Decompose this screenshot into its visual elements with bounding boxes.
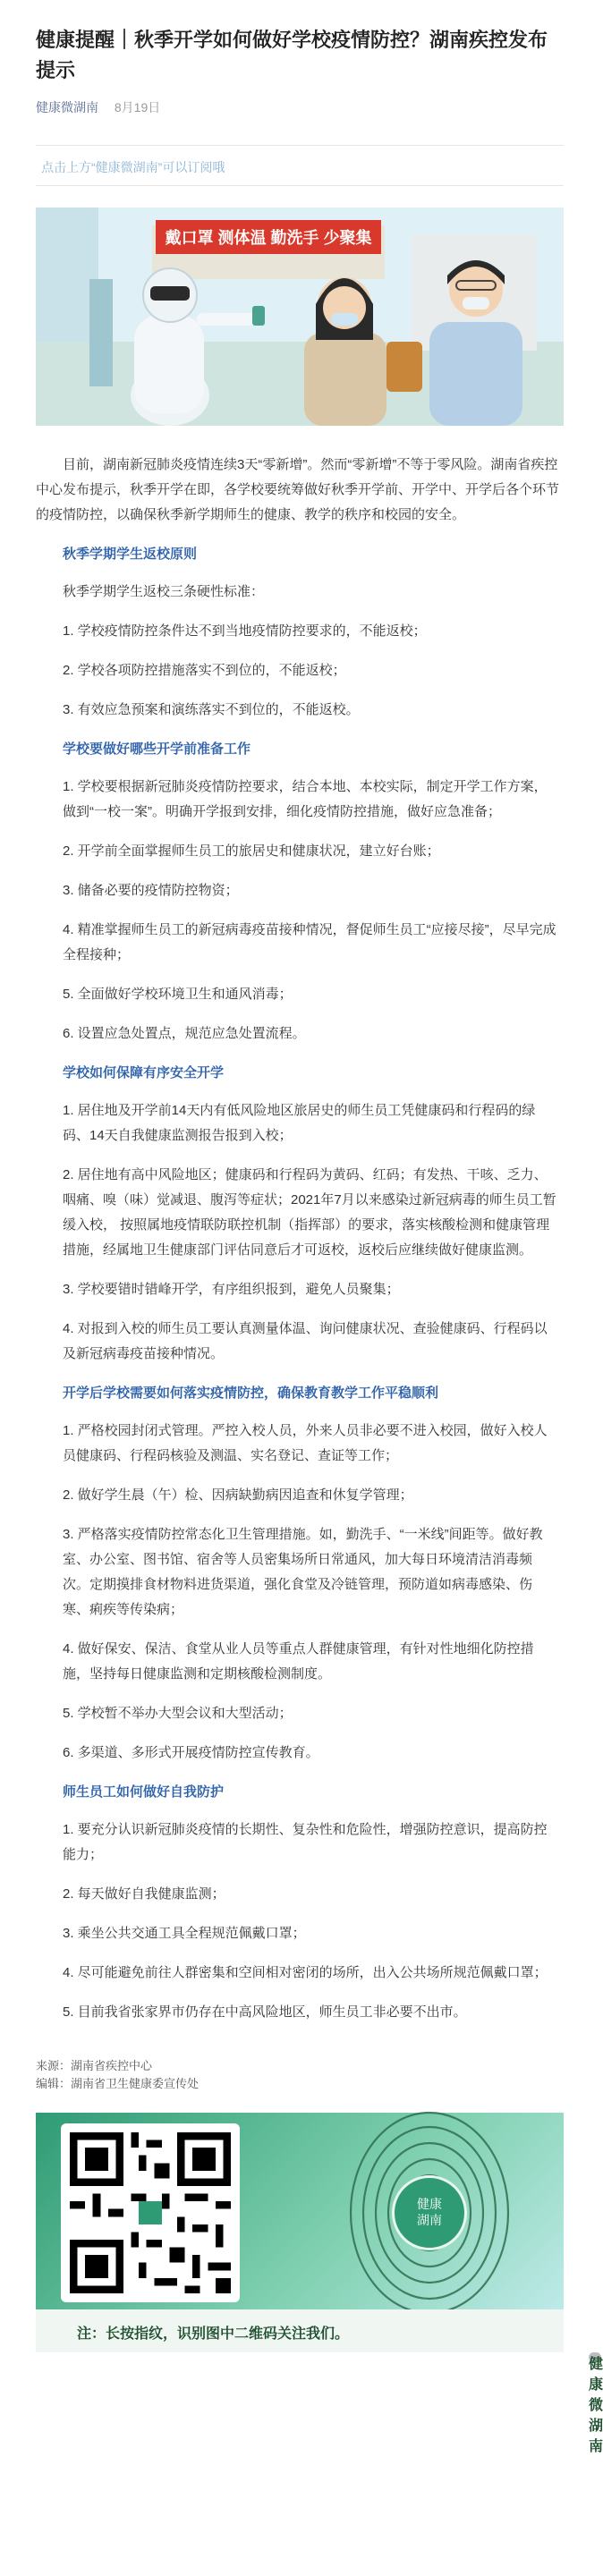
qr-follow-poster: [36, 2113, 603, 2454]
watermark-text: 健康微湖南: [589, 2355, 603, 2454]
source-line: 来源：湖南省疾控中心: [36, 2059, 153, 2072]
poster-note-text: 注：长按指纹，识别图中二维码关注我们。: [77, 2325, 350, 2342]
list-item: 5. 学校暂不举办大型会议和大型活动；: [63, 1706, 293, 1721]
list-item: 6. 多渠道、多形式开展疫情防控宣传教育。: [63, 1745, 319, 1760]
list-item: 3. 严格落实疫情防控常态化卫生管理措施。如，勤洗手、“一米线”间距等。做好教室、办公室、图书馆、宿舍等人员密集场所日常通风，加大每日环境清洁消毒频次。定期摸排食材物料进货渠道，强化食堂及冷链管理，预防道如病毒感染、伤寒、痢疾等传染病；: [63, 1527, 543, 1617]
list-item: 1. 要充分认识新冠肺炎疫情的长期性、复杂性和危险性，增强防控意识，提高防控能力；: [63, 1822, 548, 1862]
article-body: [36, 453, 564, 2025]
section-intro: 秋季学期学生返校三条硬性标准：: [63, 584, 265, 599]
list-item: 4. 对报到入校的师生员工要认真测量体温、询问健康状况、查验健康码、行程码以及新冠病毒疫苗接种情况。: [63, 1321, 548, 1361]
hero-banner-text: 戴口罩 测体温 勤洗手 少聚集: [165, 229, 372, 247]
list-item: 1. 严格校园封闭式管理。严控入校人员，外来人员非必要不进入校园，做好入校人员健康码、行程码核验及测温、实名登记、查证等工作；: [63, 1423, 548, 1463]
list-item: 6. 设置应急处置点，规范应急处置流程。: [63, 1026, 306, 1041]
publish-date: 8月19日: [114, 100, 161, 114]
list-item: 3. 储备必要的疫情防控物资；: [63, 883, 239, 898]
hero-illustration: [36, 208, 564, 426]
hero-illustration-art: [36, 208, 564, 426]
list-item: 4. 精准掌握师生员工的新冠病毒疫苗接种情况，督促师生员工“应接尽接”，尽早完成全程接种；: [63, 922, 556, 962]
list-item: 2. 开学前全面掌握师生员工的旅居史和健康状况，建立好台账；: [63, 843, 440, 859]
logo-text: 健康湖南: [417, 2198, 442, 2228]
logo-badge: [392, 2175, 467, 2250]
list-item: 4. 尽可能避免前往人群密集和空间相对密闭的场所，出入公共场所规范佩戴口罩；: [63, 1965, 548, 1980]
list-item: 1. 居住地及开学前14天内有低风险地区旅居史的师生员工凭健康码和行程码的绿码、14天自我健康监测报告报到入校；: [63, 1103, 536, 1143]
article-title: 健康提醒｜秋季开学如何做好学校疫情防控？湖南疾控发布提示: [36, 29, 548, 81]
qr-code-icon: [70, 2132, 231, 2293]
section-title-safe-opening: 学校如何保障有序安全开学: [63, 1065, 225, 1080]
list-item: 2. 居住地有高中风险地区；健康码和行程码为黄码、红码；有发热、干咳、乏力、咽痛、嗅（味）觉减退、腹泻等症状；2021年7月以来感染过新冠病毒的师生员工暂缓入校， 按照属地疫情联防联控机制（指挥部）的要求，落实核酸检测和健康管理措施，经属地卫生健康部门评估同意后才可返校，返校后应继续做好健康监测。: [63, 1167, 556, 1258]
list-item: 5. 目前我省张家界市仍存在中高风险地区，师生员工非必要不出市。: [63, 2004, 467, 2020]
list-item: 2. 每天做好自我健康监测；: [63, 1886, 225, 1902]
list-item: 3. 学校要错时错峰开学，有序组织报到，避免人员聚集；: [63, 1282, 400, 1297]
list-item: 5. 全面做好学校环境卫生和通风消毒；: [63, 987, 293, 1002]
list-item: 2. 学校各项防控措施落实不到位的，不能返校；: [63, 663, 346, 678]
poster-note-bar: [36, 2309, 603, 2454]
account-name-link[interactable]: 健康微湖南: [36, 100, 98, 114]
follow-tip[interactable]: 点击上方“健康微湖南”可以订阅哦: [36, 158, 564, 186]
divider: [36, 145, 564, 146]
article-credits: [36, 2057, 564, 2093]
list-item: 4. 做好保安、保洁、食堂从业人员等重点人群健康管理，有针对性地细化防控措施，坚持每日健康监测和定期核酸检测制度。: [63, 1641, 534, 1682]
list-item: 1. 学校疫情防控条件达不到当地疫情防控要求的，不能返校；: [63, 623, 427, 639]
list-item: 1. 学校要根据新冠肺炎疫情防控要求，结合本地、本校实际，制定开学工作方案，做到“一校一案”。明确开学报到安排，细化疫情防控措施，做好应急准备；: [63, 779, 548, 819]
article-meta: [36, 98, 564, 116]
list-item: 3. 乘坐公共交通工具全程规范佩戴口罩；: [63, 1926, 306, 1941]
section-title-self-protection: 师生员工如何做好自我防护: [63, 1784, 225, 1800]
qr-code[interactable]: [61, 2123, 240, 2302]
section-title-after-opening: 开学后学校需要如何落实疫情防控，确保教育教学工作平稳顺利: [63, 1385, 439, 1401]
section-title-return-principles: 秋季学期学生返校原则: [63, 547, 198, 562]
intro-paragraph: 目前，湖南新冠肺炎疫情连续3天“零新增”。然而“零新增”不等于零风险。湖南省疾控中心发布提示，秋季开学在即，各学校要统筹做好秋季开学前、开学中、开学后各个环节的疫情防控，以确保秋季新学期师生的健康、教学的秩序和校园的安全。: [36, 457, 560, 522]
list-item: 2. 做好学生晨（午）检、因病缺勤病因追查和休复学管理；: [63, 1487, 413, 1503]
list-item: 3. 有效应急预案和演练落实不到位的，不能返校。: [63, 702, 360, 717]
section-title-preparation: 学校要做好哪些开学前准备工作: [63, 741, 251, 757]
editor-line: 编辑：湖南省卫生健康委宣传处: [36, 2077, 200, 2090]
